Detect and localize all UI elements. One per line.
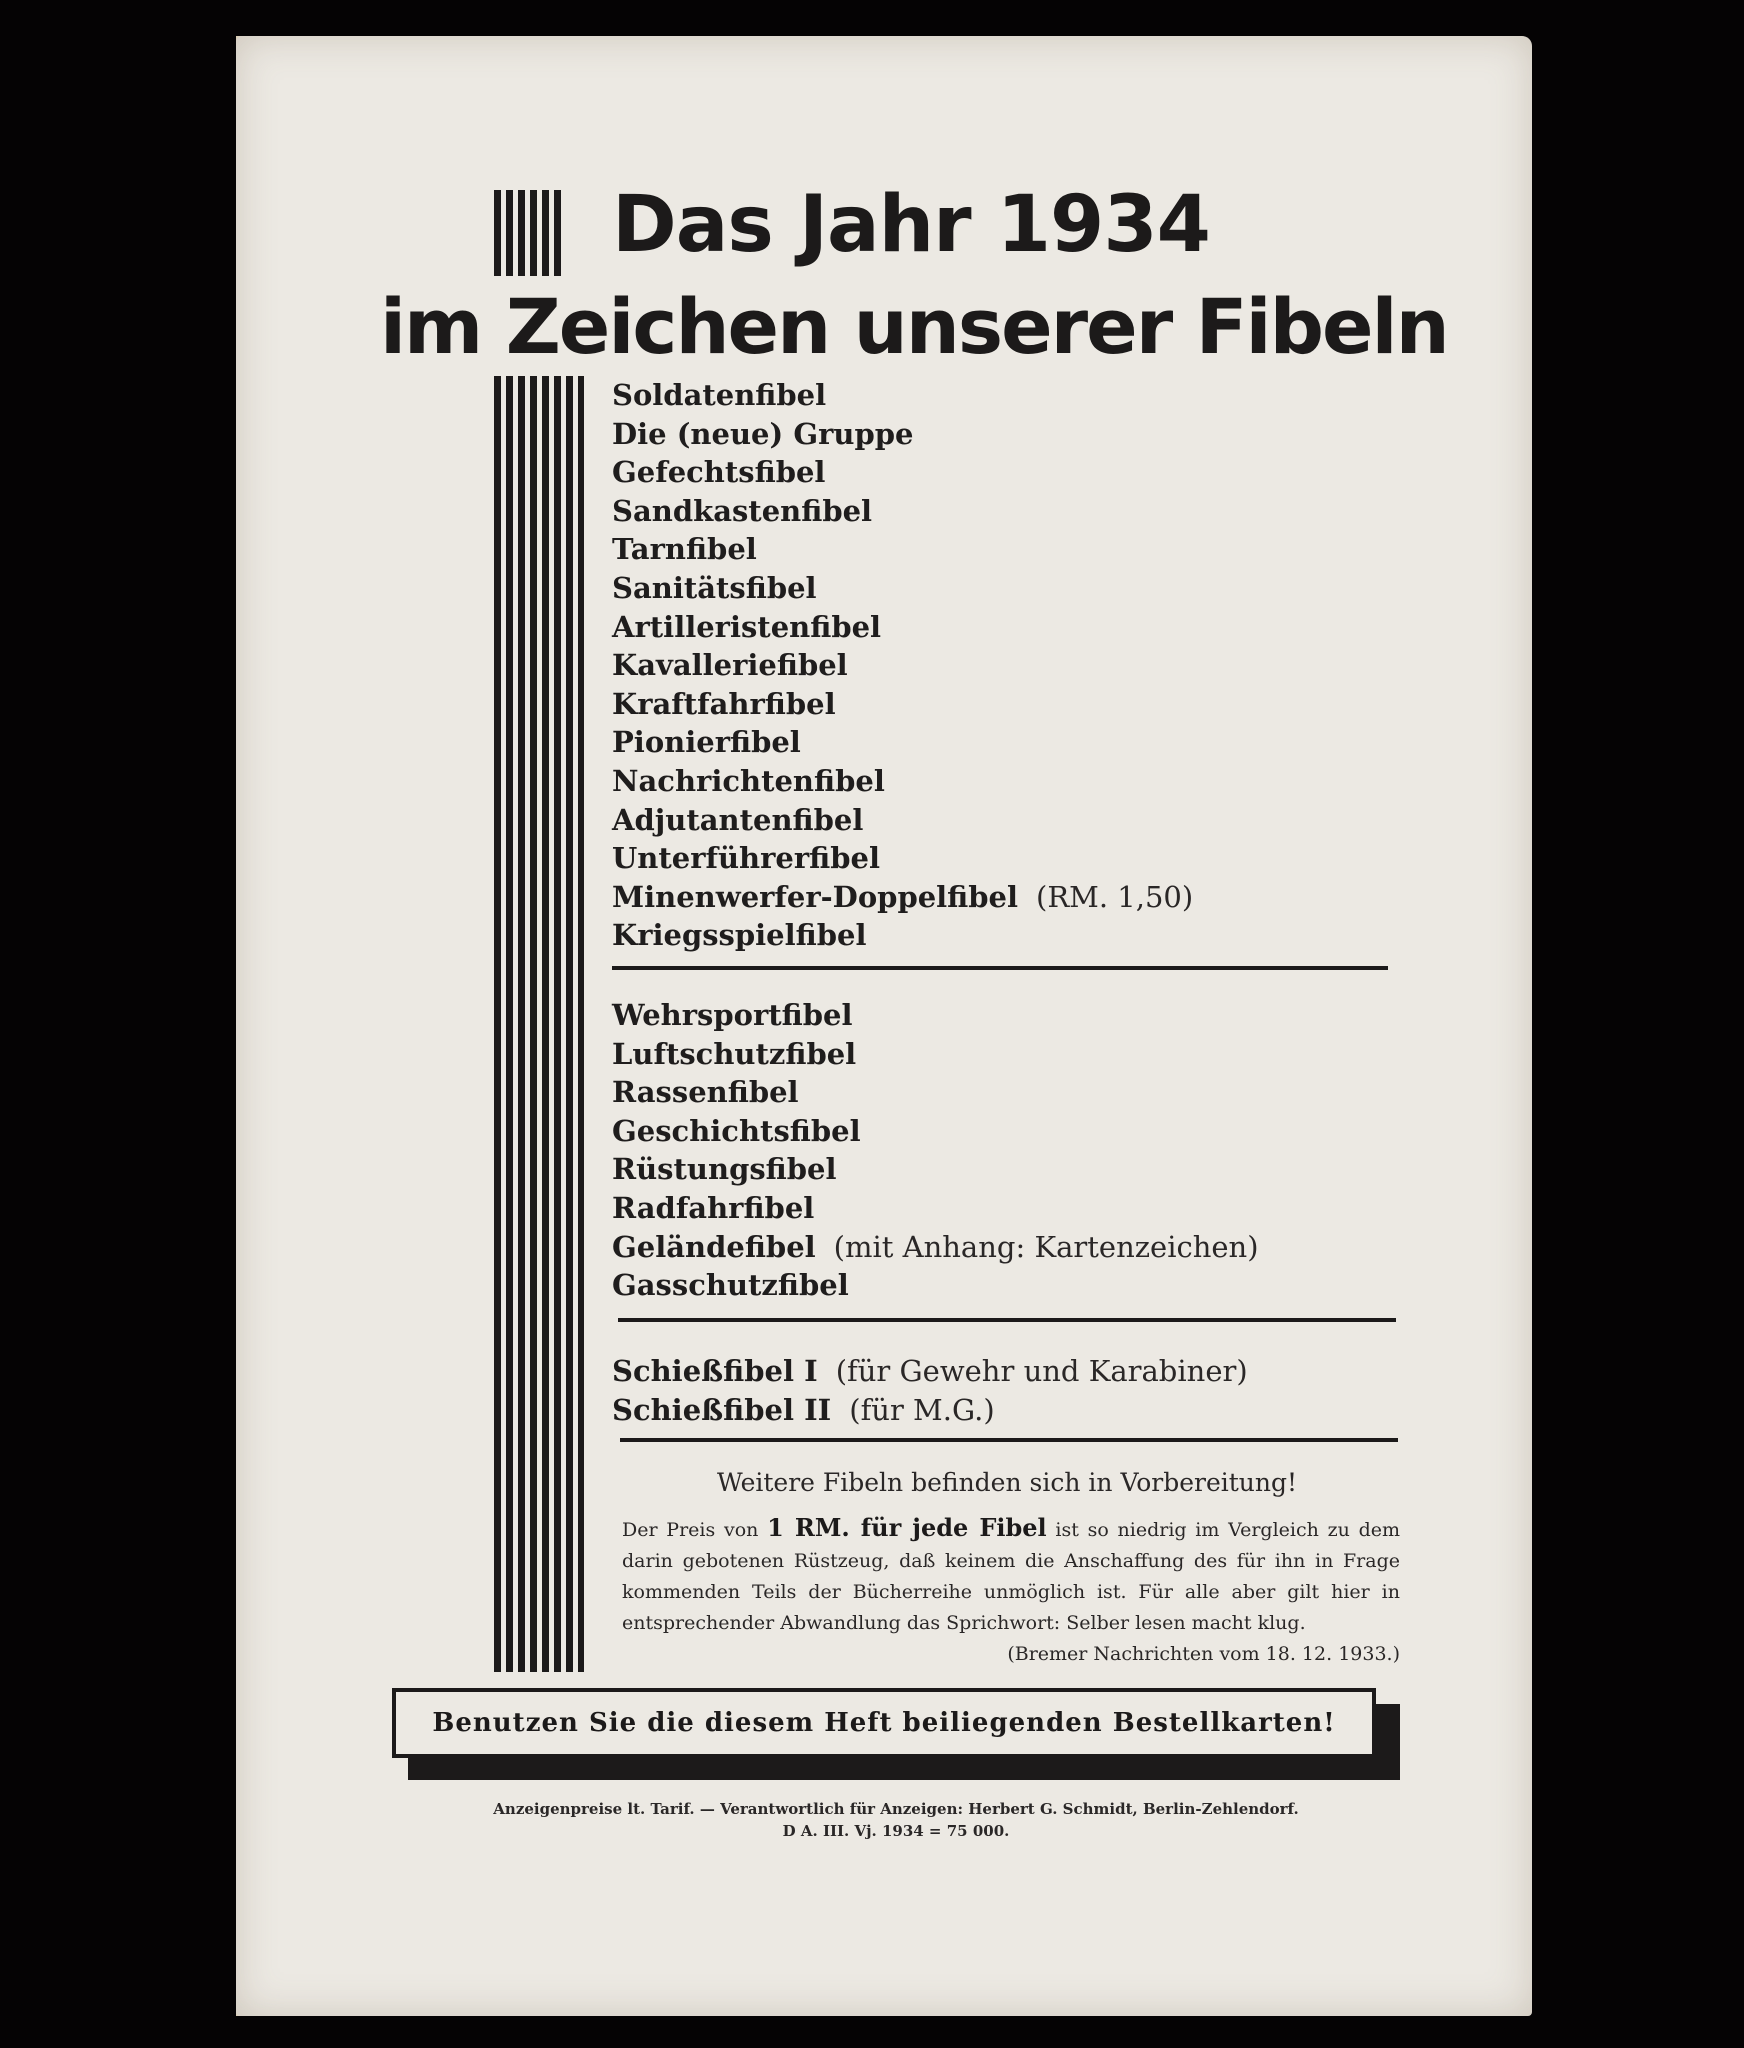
fibel-item — [612, 1391, 1248, 1430]
fibel-item — [612, 1112, 1259, 1151]
decorative-stripes-column — [494, 376, 584, 1672]
fibel-title: Gefechtsfibel — [612, 455, 826, 490]
fibel-title: Kavalleriefibel — [612, 648, 848, 683]
fibel-title: Tarnfibel — [612, 532, 757, 567]
fibel-note: (für M.G.) — [849, 1392, 995, 1427]
fibel-item — [612, 916, 1193, 955]
fibel-title: Rassenfibel — [612, 1075, 799, 1110]
fibel-note: (für Gewehr und Karabiner) — [835, 1354, 1248, 1388]
fibel-item — [612, 1228, 1259, 1267]
quote-price-emphasis: 1 RM. für jede Fibel — [767, 1513, 1047, 1542]
quote-source: (Bremer Nachrichten vom 18. 12. 1933.) — [1007, 1643, 1400, 1665]
divider-rule — [620, 1438, 1398, 1442]
fibel-title: Schießfibel II — [612, 1392, 832, 1427]
fibel-title: Wehrsportfibel — [612, 998, 853, 1032]
heading-line-2: im Zeichen unserer Fibeln — [380, 282, 1448, 371]
fibel-item — [612, 723, 1193, 762]
fibel-title: Kraftfahrfibel — [612, 686, 836, 721]
fibel-list-military — [612, 376, 1193, 955]
imprint-line-2: D A. III. Vj. 1934 = 75 000. — [782, 1822, 1010, 1840]
divider-rule — [618, 1318, 1396, 1322]
fibel-item — [612, 1352, 1248, 1391]
fibel-item — [612, 1150, 1259, 1189]
fibel-item — [612, 492, 1193, 531]
fibel-list-general — [612, 996, 1259, 1305]
fibel-title: Artilleristenfibel — [612, 609, 882, 644]
fibel-item — [612, 839, 1193, 878]
fibel-item — [612, 415, 1193, 454]
order-card-banner: Benutzen Sie die diesem Heft beiliegenden Bestellkarten! — [392, 1688, 1376, 1758]
fibel-title: Geländefibel — [612, 1229, 816, 1264]
fibel-note: (mit Anhang: Kartenzeichen) — [833, 1229, 1259, 1264]
fibel-item — [612, 878, 1193, 917]
quote-text-after: ist so niedrig im Vergleich zu dem darin gebotenen Rüstzeug, daß keinem die Anschaffung des für ihn in Frage kommenden Teils der Bücherreihe unmöglich ist. Für alle aber gilt hier in entsprechender Abwandlung das Sprichwort: Selber lesen macht klug. — [622, 1519, 1401, 1634]
fibel-title: Sanitätsfibel — [612, 570, 817, 605]
heading-line-1: Das Jahr 1934 — [612, 180, 1210, 270]
fibel-item — [612, 762, 1193, 801]
fibel-title: Sandkastenfibel — [612, 493, 873, 528]
fibel-title: Rüstungsfibel — [612, 1152, 837, 1187]
fibel-item — [612, 608, 1193, 647]
press-quote — [622, 1512, 1400, 1670]
fibel-item — [612, 1266, 1259, 1305]
fibel-item — [612, 996, 1259, 1035]
fibel-note: (RM. 1,50) — [1036, 879, 1194, 914]
decorative-stripes-top — [494, 190, 566, 276]
fibel-title: Soldatenfibel — [612, 378, 827, 412]
fibel-list-shooting — [612, 1352, 1248, 1429]
fibel-item — [612, 685, 1193, 724]
fibel-item — [612, 376, 1193, 415]
fibel-item — [612, 646, 1193, 685]
quote-text-before: Der Preis von — [622, 1519, 759, 1541]
imprint-footer — [392, 1798, 1400, 1842]
fibel-title: Minenwerfer-Doppelfibel — [612, 879, 1019, 914]
fibel-title: Unterführerfibel — [612, 841, 880, 876]
fibel-title: Radfahrfibel — [612, 1190, 815, 1225]
imprint-line-1: Anzeigenpreise lt. Tarif. — Verantwortlich für Anzeigen: Herbert G. Schmidt, Berlin-Zehlendorf. — [493, 1800, 1299, 1818]
fibel-item — [612, 530, 1193, 569]
fibel-title: Gasschutzfibel — [612, 1268, 849, 1303]
fibel-title: Adjutantenfibel — [612, 802, 864, 837]
preparation-notice: Weitere Fibeln befinden sich in Vorbereitung! — [716, 1468, 1298, 1497]
fibel-title: Geschichtsfibel — [612, 1113, 861, 1148]
fibel-title: Kriegsspielfibel — [612, 918, 867, 953]
divider-rule — [612, 966, 1388, 970]
fibel-item — [612, 1073, 1259, 1112]
fibel-title: Luftschutzfibel — [612, 1036, 857, 1071]
fibel-item — [612, 1035, 1259, 1074]
fibel-title: Die (neue) Gruppe — [612, 416, 914, 451]
fibel-item — [612, 1189, 1259, 1228]
fibel-item — [612, 801, 1193, 840]
fibel-title: Schießfibel I — [612, 1354, 818, 1388]
fibel-title: Nachrichtenfibel — [612, 763, 885, 798]
fibel-item — [612, 569, 1193, 608]
fibel-title: Pionierfibel — [612, 725, 801, 760]
fibel-item — [612, 453, 1193, 492]
